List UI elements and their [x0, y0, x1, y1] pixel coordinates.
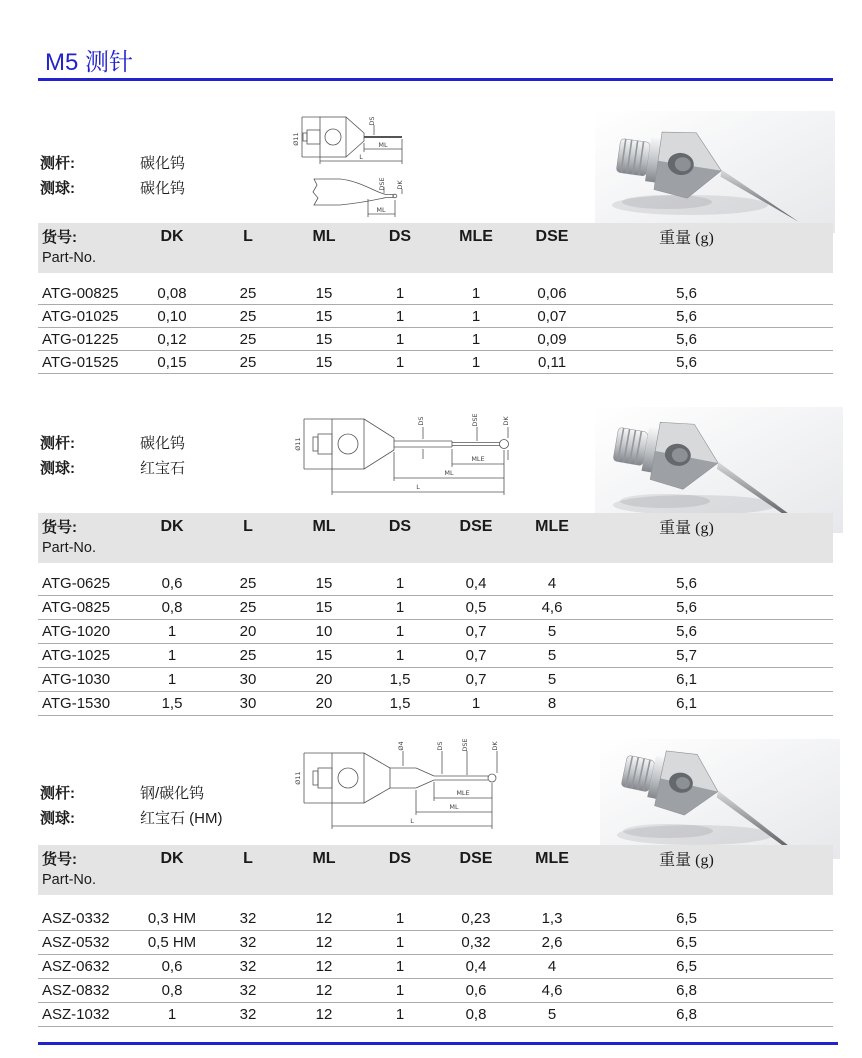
ball-label: 测球: — [40, 460, 75, 477]
value-cell: 25 — [210, 596, 286, 620]
shaft-material: 碳化钨 — [140, 435, 186, 452]
table-row — [38, 620, 833, 644]
shaft-label: 测杆: — [40, 435, 75, 452]
value-cell: 5 — [514, 620, 590, 644]
value-cell: 32 — [210, 979, 286, 1003]
part-no-header-en: Part-No. — [38, 250, 134, 273]
value-cell: 15 — [286, 596, 362, 620]
value-cell: 12 — [286, 1003, 362, 1027]
weight-cell: 6,8 — [590, 1003, 833, 1027]
table-row — [38, 563, 833, 596]
table-body — [38, 563, 833, 716]
dim-label: ML — [449, 803, 459, 811]
part-no-header-cn: 货号: — [38, 513, 134, 540]
dim-label: ML — [376, 206, 386, 214]
weight-cell: 5,6 — [590, 596, 833, 620]
value-cell: 12 — [286, 979, 362, 1003]
value-cell: 1 — [362, 273, 438, 305]
value-cell: 1,3 — [514, 895, 590, 931]
value-cell: 0,07 — [514, 305, 590, 328]
col-header: DSE — [438, 513, 514, 540]
table-row — [38, 328, 833, 351]
value-cell: 30 — [210, 668, 286, 692]
value-cell: 1 — [438, 305, 514, 328]
col-header: L — [210, 513, 286, 540]
product-photo-stylus-ruby — [600, 739, 840, 859]
value-cell: 32 — [210, 1003, 286, 1027]
value-cell: 0,32 — [438, 931, 514, 955]
value-cell: 0,6 — [438, 979, 514, 1003]
spec-table — [38, 513, 833, 716]
product-photo-stylus — [595, 111, 835, 233]
value-cell: 1 — [438, 692, 514, 716]
value-cell: 1 — [362, 620, 438, 644]
part-no-cell: ATG-0825 — [38, 596, 134, 620]
dim-label: Ø4 — [397, 741, 405, 751]
part-no-cell: ASZ-1032 — [38, 1003, 134, 1027]
value-cell: 0,06 — [514, 273, 590, 305]
part-no-cell: ATG-00825 — [38, 273, 134, 305]
dim-label: DSE — [378, 177, 386, 191]
value-cell: 0,7 — [438, 668, 514, 692]
table-row — [38, 931, 833, 955]
value-cell: 10 — [286, 620, 362, 644]
weight-cell: 5,6 — [590, 305, 833, 328]
weight-cell: 5,6 — [590, 273, 833, 305]
value-cell: 1 — [362, 931, 438, 955]
value-cell: 4,6 — [514, 979, 590, 1003]
value-cell: 0,12 — [134, 328, 210, 351]
page-bottom-divider — [38, 1042, 838, 1045]
value-cell: 20 — [286, 668, 362, 692]
value-cell: 0,5 — [438, 596, 514, 620]
col-header: DS — [362, 845, 438, 872]
part-no-cell: ATG-01225 — [38, 328, 134, 351]
value-cell: 12 — [286, 931, 362, 955]
value-cell: 1 — [362, 328, 438, 351]
weight-cell: 5,6 — [590, 351, 833, 374]
value-cell: 0,7 — [438, 644, 514, 668]
part-no-cell: ASZ-0832 — [38, 979, 134, 1003]
value-cell: 0,8 — [134, 596, 210, 620]
spec-table — [38, 845, 833, 1027]
table-row — [38, 979, 833, 1003]
ball-label: 测球: — [40, 180, 75, 197]
value-cell: 25 — [210, 644, 286, 668]
value-cell: 0,11 — [514, 351, 590, 374]
weight-cell: 6,5 — [590, 955, 833, 979]
table-row — [38, 273, 833, 305]
technical-drawing — [292, 407, 607, 510]
value-cell: 0,08 — [134, 273, 210, 305]
value-cell: 0,23 — [438, 895, 514, 931]
dim-label: ML — [444, 469, 454, 477]
value-cell: 25 — [210, 328, 286, 351]
col-header: DS — [362, 513, 438, 540]
value-cell: 8 — [514, 692, 590, 716]
value-cell: 0,09 — [514, 328, 590, 351]
value-cell: 5 — [514, 1003, 590, 1027]
value-cell: 1 — [134, 668, 210, 692]
value-cell: 1 — [438, 273, 514, 305]
value-cell: 4 — [514, 955, 590, 979]
value-cell: 15 — [286, 305, 362, 328]
dim-label: L — [410, 817, 414, 825]
value-cell: 15 — [286, 563, 362, 596]
table-row — [38, 596, 833, 620]
col-header: DK — [134, 513, 210, 540]
dim-label: L — [359, 153, 363, 161]
part-no-header-en: Part-No. — [38, 540, 134, 563]
table-header — [38, 845, 833, 895]
value-cell: 1 — [362, 596, 438, 620]
value-cell: 20 — [286, 692, 362, 716]
table-row — [38, 644, 833, 668]
weight-header: 重量 (g) — [590, 223, 833, 250]
dim-label: DS — [368, 116, 376, 126]
value-cell: 32 — [210, 931, 286, 955]
col-header: L — [210, 845, 286, 872]
value-cell: 1 — [362, 1003, 438, 1027]
ball-material: 红宝石 (HM) — [140, 810, 223, 827]
value-cell: 0,6 — [134, 563, 210, 596]
section-tungsten-ball — [0, 105, 862, 405]
value-cell: 0,3 HM — [134, 895, 210, 931]
value-cell: 0,10 — [134, 305, 210, 328]
dim-label: ML — [378, 141, 388, 149]
col-header: DS — [362, 223, 438, 250]
part-no-cell: ASZ-0532 — [38, 931, 134, 955]
table-body — [38, 895, 833, 1027]
part-no-cell: ATG-1030 — [38, 668, 134, 692]
value-cell: 0,6 — [134, 955, 210, 979]
value-cell: 1 — [134, 644, 210, 668]
table-row — [38, 305, 833, 328]
col-header: L — [210, 223, 286, 250]
section-steel-shaft-ruby-ball — [0, 735, 862, 1042]
value-cell: 1,5 — [362, 692, 438, 716]
value-cell: 30 — [210, 692, 286, 716]
value-cell: 1 — [362, 563, 438, 596]
part-no-cell: ASZ-0632 — [38, 955, 134, 979]
value-cell: 0,8 — [134, 979, 210, 1003]
technical-drawing — [290, 107, 440, 229]
weight-cell: 6,1 — [590, 692, 833, 716]
table-row — [38, 668, 833, 692]
value-cell: 25 — [210, 305, 286, 328]
col-header: DSE — [438, 845, 514, 872]
part-no-header-cn: 货号: — [38, 223, 134, 250]
section-ruby-ball — [0, 405, 862, 735]
value-cell: 25 — [210, 273, 286, 305]
value-cell: 4 — [514, 563, 590, 596]
shaft-material: 碳化钨 — [140, 155, 186, 172]
table-row — [38, 351, 833, 374]
value-cell: 0,4 — [438, 563, 514, 596]
value-cell: 1 — [134, 1003, 210, 1027]
part-no-cell: ATG-0625 — [38, 563, 134, 596]
dim-label: DK — [502, 416, 510, 426]
shaft-material: 钢/碳化钨 — [140, 785, 205, 802]
part-no-cell: ATG-1025 — [38, 644, 134, 668]
dim-label: DS — [436, 741, 444, 751]
weight-cell: 6,5 — [590, 895, 833, 931]
value-cell: 1 — [362, 955, 438, 979]
col-header: MLE — [438, 223, 514, 250]
value-cell: 20 — [210, 620, 286, 644]
value-cell: 1 — [362, 351, 438, 374]
table-row — [38, 1003, 833, 1027]
value-cell: 32 — [210, 895, 286, 931]
weight-cell: 5,6 — [590, 328, 833, 351]
part-no-header-en: Part-No. — [38, 872, 134, 895]
value-cell: 1 — [362, 305, 438, 328]
value-cell: 2,6 — [514, 931, 590, 955]
materials-block — [40, 781, 223, 831]
value-cell: 15 — [286, 273, 362, 305]
ball-label: 测球: — [40, 810, 75, 827]
part-no-cell: ATG-1020 — [38, 620, 134, 644]
table-row — [38, 895, 833, 931]
value-cell: 25 — [210, 351, 286, 374]
value-cell: 15 — [286, 328, 362, 351]
value-cell: 25 — [210, 563, 286, 596]
col-header: DK — [134, 845, 210, 872]
value-cell: 12 — [286, 955, 362, 979]
col-header: DSE — [514, 223, 590, 250]
value-cell: 32 — [210, 955, 286, 979]
part-no-cell: ATG-01025 — [38, 305, 134, 328]
value-cell: 0,8 — [438, 1003, 514, 1027]
dim-label: DS — [417, 416, 425, 426]
table-row — [38, 692, 833, 716]
value-cell: 15 — [286, 644, 362, 668]
weight-cell: 5,7 — [590, 644, 833, 668]
dim-label: DSE — [461, 738, 469, 752]
value-cell: 1 — [362, 895, 438, 931]
shaft-label: 测杆: — [40, 155, 75, 172]
weight-cell: 6,1 — [590, 668, 833, 692]
title-divider — [38, 78, 833, 81]
weight-header: 重量 (g) — [590, 513, 833, 540]
dim-label: Ø11 — [294, 437, 302, 451]
col-header: ML — [286, 845, 362, 872]
dim-label: MLE — [456, 789, 470, 797]
part-no-cell: ATG-1530 — [38, 692, 134, 716]
part-no-cell: ATG-01525 — [38, 351, 134, 374]
value-cell: 0,5 HM — [134, 931, 210, 955]
col-header: DK — [134, 223, 210, 250]
value-cell: 0,4 — [438, 955, 514, 979]
value-cell: 5 — [514, 644, 590, 668]
weight-cell: 5,6 — [590, 563, 833, 596]
value-cell: 4,6 — [514, 596, 590, 620]
value-cell: 0,7 — [438, 620, 514, 644]
dim-label: L — [416, 483, 420, 491]
spec-table — [38, 223, 833, 374]
value-cell: 0,15 — [134, 351, 210, 374]
shaft-label: 测杆: — [40, 785, 75, 802]
value-cell: 1 — [438, 328, 514, 351]
value-cell: 1 — [438, 351, 514, 374]
ball-material: 红宝石 — [140, 460, 186, 477]
value-cell: 1,5 — [362, 668, 438, 692]
value-cell: 5 — [514, 668, 590, 692]
dim-label: DSE — [471, 413, 479, 427]
col-header: ML — [286, 513, 362, 540]
dim-label: DK — [396, 180, 404, 190]
dim-label: Ø11 — [294, 771, 302, 785]
value-cell: 1,5 — [134, 692, 210, 716]
value-cell: 1 — [362, 644, 438, 668]
materials-block — [40, 151, 185, 201]
dim-label: DK — [491, 741, 499, 751]
table-header — [38, 223, 833, 273]
col-header: ML — [286, 223, 362, 250]
table-body — [38, 273, 833, 374]
value-cell: 12 — [286, 895, 362, 931]
part-no-header-cn: 货号: — [38, 845, 134, 872]
table-row — [38, 955, 833, 979]
value-cell: 1 — [362, 979, 438, 1003]
part-no-cell: ASZ-0332 — [38, 895, 134, 931]
ball-material: 碳化钨 — [140, 180, 186, 197]
table-header — [38, 513, 833, 563]
dim-label: Ø11 — [292, 132, 300, 146]
weight-cell: 5,6 — [590, 620, 833, 644]
col-header: MLE — [514, 513, 590, 540]
value-cell: 15 — [286, 351, 362, 374]
page-title: M5 测针 — [45, 49, 134, 76]
technical-drawing — [292, 735, 607, 857]
materials-block — [40, 431, 185, 481]
dim-label: MLE — [471, 455, 485, 463]
weight-cell: 6,5 — [590, 931, 833, 955]
value-cell: 1 — [134, 620, 210, 644]
col-header: MLE — [514, 845, 590, 872]
weight-header: 重量 (g) — [590, 845, 833, 872]
weight-cell: 6,8 — [590, 979, 833, 1003]
